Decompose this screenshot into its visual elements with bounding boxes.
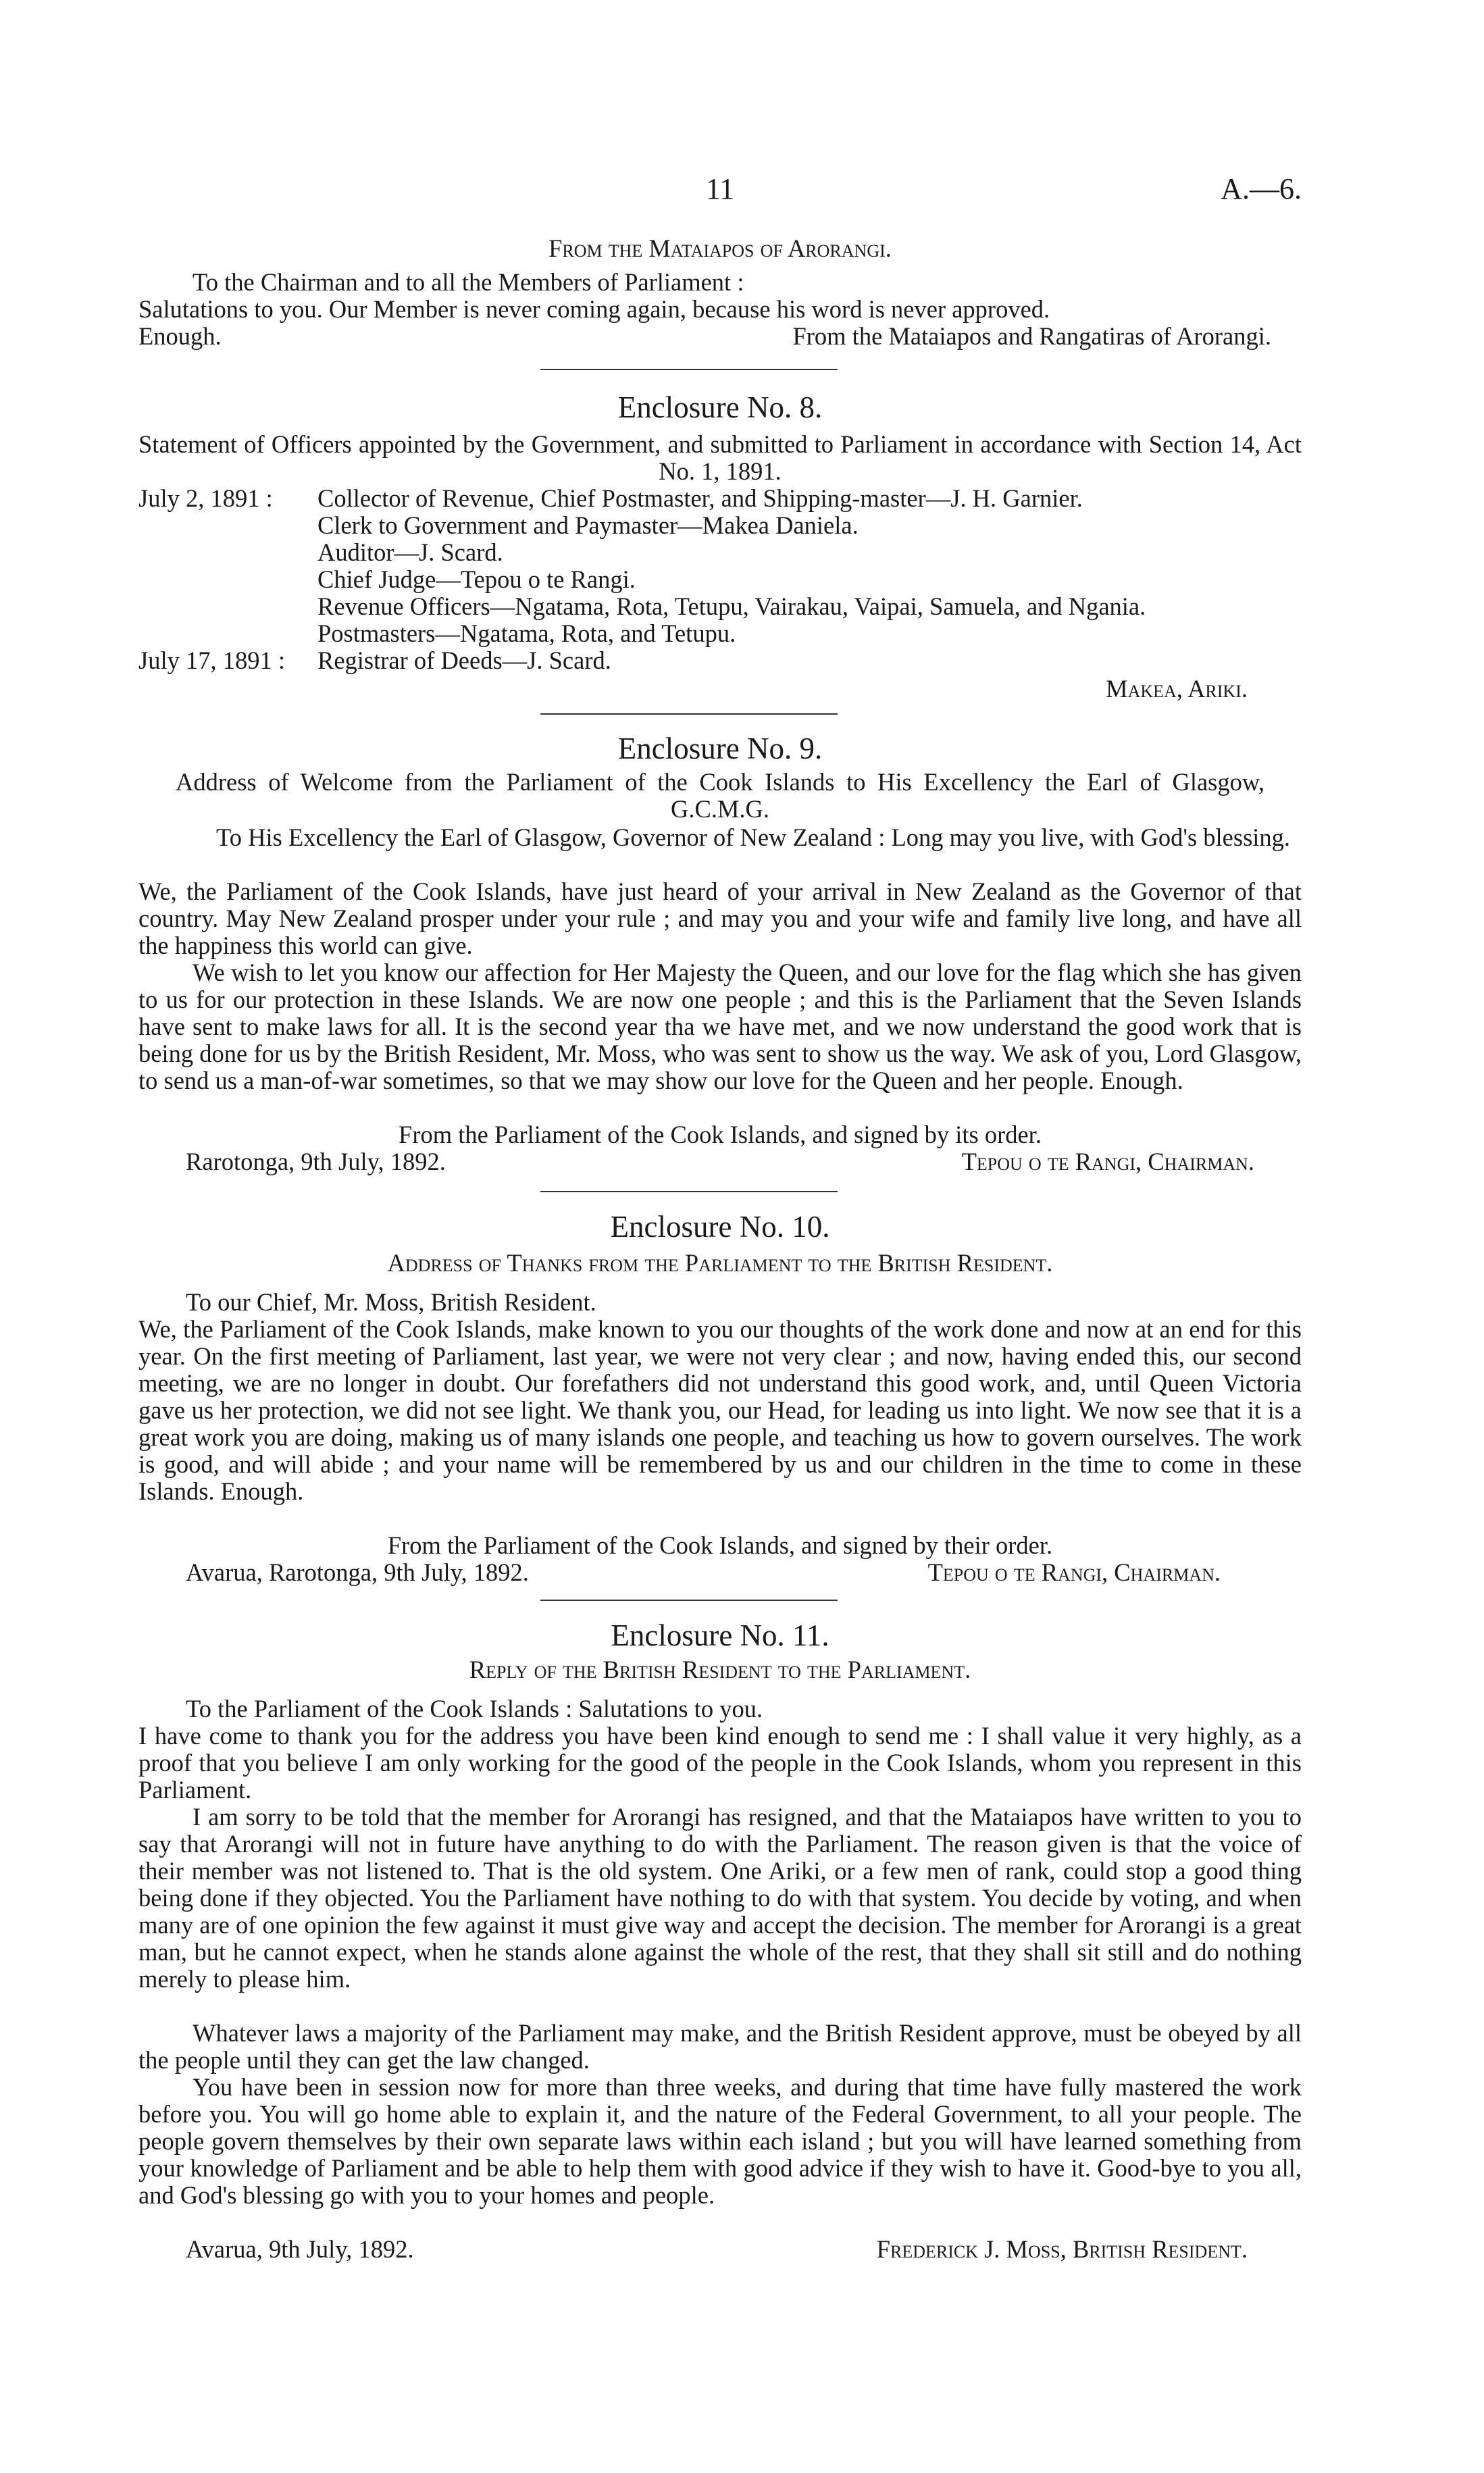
entry-text: Chief Judge—Tepou o te Rangi. (317, 565, 636, 593)
enclosure-10-signature-row (138, 1559, 1302, 1586)
enclosure-10-place-date: Avarua, Rarotonga, 9th July, 1892. (186, 1558, 529, 1586)
entry-text: Revenue Officers—Ngatama, Rota, Tetupu, Vairakau, Vaipai, Samuela, and Ngania. (317, 592, 1146, 620)
entry-date (138, 593, 317, 620)
entry-date (138, 566, 317, 593)
enclosure-11-paragraph-2: I am sorry to be told that the member for Arorangi has resigned, and that the Mataiapos have written to you to say that Arorangi will not in future have anything to do with the Parliament. The reason given is that the voice of their member was not listened to. That is the old system. One Ariki, or a few men of rank, could stop a good thing being done if they objected. You the Parliament have nothing to do with that system. You decide by voting, and when many are of one opinion the few against it must give way and accept the decision. The member for Arorangi is a great man, but he cannot expect, when he stands alone against the whole of the rest, that they shall sit still and do nothing merely to please him. (138, 1803, 1302, 1993)
enclosure-9-paragraph-1: We, the Parliament of the Cook Islands, have just heard of your arrival in New Zealand as the Governor of that country. May New Zealand prosper under your rule ; and may you and your wife and family live long, and have all the happiness this world can give. (138, 877, 1302, 959)
enclosure-11-paragraph-1: I have come to thank you for the address you have been kind enough to send me : I shall value it very highly, as a proof that you believe I am only working for the good of the people in the Cook Islands, whom you represent in this Parliament. (138, 1722, 1302, 1804)
officer-entry (138, 539, 1302, 566)
officer-entry (138, 620, 1302, 647)
mataiapos-signature: From the Mataiapos and Rangatiras of Arorangi. (792, 322, 1271, 350)
enclosure-8-heading: Enclosure No. 8. (617, 390, 823, 424)
enclosure-11-salutation: To the Parliament of the Cook Islands : Salutations to you. (186, 1695, 763, 1723)
officer-entry (138, 566, 1302, 593)
entry-text: Postmasters—Ngatama, Rota, and Tetupu. (317, 619, 736, 647)
divider-rule (540, 713, 838, 715)
enclosure-11-intro: Reply of the British Resident to the Parliament. (469, 1656, 971, 1683)
mataiapos-letter-title: From the Mataiapos of Arorangi. (548, 234, 892, 262)
entry-date (138, 512, 317, 539)
enclosure-9-intro: Address of Welcome from the Parliament of the Cook Islands to His Excellency the Earl of Glasgow, G.C.M.G. (176, 768, 1264, 823)
mataiapos-closing-row (138, 323, 1302, 350)
enclosure-11-signature-row (138, 2236, 1302, 2263)
page-number: 11 (705, 172, 735, 205)
enclosure-10-paragraph: We, the Parliament of the Cook Islands, make known to you our thoughts of the work done and now at an end for this year. On the first meeting of Parliament, last year, we were not very clear ; and now, having ended this, our second meeting, we are no longer in doubt. Our forefathers did not understand this good work, and, until Queen Victoria gave us her protection, we did not see light. We thank you, our Head, for leading us into light. We now see that it is a great work you are doing, making us of many islands one people, and teaching us how to govern ourselves. The work is good, and will abide ; and your name will be remembered by us and our children in the time to come in these Islands. Enough. (138, 1315, 1302, 1505)
enclosure-10-intro: Address of Thanks from the Parliament to the British Resident. (387, 1249, 1053, 1277)
enclosure-11-place-date: Avarua, 9th July, 1892. (186, 2235, 414, 2263)
enclosure-8-signature: Makea, Ariki. (1106, 675, 1248, 703)
officer-entry (138, 647, 1302, 674)
enclosure-9-heading: Enclosure No. 9. (617, 732, 823, 765)
document-reference: A.—6. (1221, 172, 1302, 205)
mataiapos-closing: Enough. (138, 322, 222, 350)
entry-date (138, 620, 317, 647)
enclosure-10-heading: Enclosure No. 10. (610, 1210, 830, 1244)
enclosure-10-salutation: To our Chief, Mr. Moss, British Resident. (186, 1288, 596, 1316)
document-page (138, 0, 1302, 2473)
enclosure-11-paragraph-3: Whatever laws a majority of the Parliament may make, and the British Resident approve, must be obeyed by all the people until they can get the law changed. (138, 2019, 1302, 2074)
entry-text: Auditor—J. Scard. (317, 538, 503, 566)
enclosure-8-intro: Statement of Officers appointed by the Government, and submitted to Parliament in accordance with Section 14, Act No. 1, 1891. (138, 430, 1302, 485)
officer-entry (138, 593, 1302, 620)
entry-date (138, 539, 317, 566)
officer-entry (138, 485, 1302, 512)
page-header (138, 169, 1302, 209)
enclosure-9-signature-row (138, 1148, 1302, 1175)
enclosure-10-signature: Tepou o te Rangi, Chairman. (927, 1558, 1221, 1586)
mataiapos-salutation: To the Chairman and to all the Members of Parliament : (193, 268, 744, 296)
enclosure-9-paragraph-2: We wish to let you know our affection for Her Majesty the Queen, and our love for the flag which she has given to us for our protection in these Islands. We are now one people ; and this is the Parliament that the Seven Islands have sent to make laws for all. It is the second year tha we have met, and we now understand the good work that is being done for us by the British Resident, Mr. Moss, who was sent to show us the way. We ask of you, Lord Glasgow, to send us a man-of-war sometimes, so that we may show our love for the Queen and her people. Enough. (138, 959, 1302, 1094)
enclosure-9-place-date: Rarotonga, 9th July, 1892. (186, 1148, 446, 1175)
enclosure-10-signed-line: From the Parliament of the Cook Islands, and signed by their order. (387, 1531, 1053, 1559)
entry-text: Collector of Revenue, Chief Postmaster, and Shipping-master—J. H. Garnier. (317, 484, 1083, 512)
divider-rule (540, 369, 838, 370)
enclosure-11-paragraph-4: You have been in session now for more than three weeks, and during that time have fully mastered the work before you. You will go home able to explain it, and the nature of the Federal Government, to all your people. The people govern themselves by their own separate laws within each island ; but you will have learned something from your knowledge of Parliament and be able to help them with good advice if they wish to have it. Good-bye to you all, and God's blessing go with you to your homes and people. (138, 2073, 1302, 2209)
enclosure-9-signature: Tepou o te Rangi, Chairman. (961, 1148, 1254, 1175)
officer-entry (138, 512, 1302, 539)
enclosure-9-signed-line: From the Parliament of the Cook Islands, and signed by its order. (399, 1121, 1042, 1148)
entry-text: Clerk to Government and Paymaster—Makea Daniela. (317, 511, 859, 539)
entry-text: Registrar of Deeds—J. Scard. (317, 646, 611, 674)
divider-rule (540, 1600, 838, 1601)
enclosure-11-heading: Enclosure No. 11. (611, 1618, 829, 1652)
enclosure-8-officer-list (138, 485, 1302, 674)
enclosure-9-salutation: To His Excellency the Earl of Glasgow, Governor of New Zealand : Long may you live, with God's blessing. (216, 823, 1291, 851)
mataiapos-body: Salutations to you. Our Member is never coming again, because his word is never approved. (138, 295, 1050, 323)
divider-rule (540, 1191, 838, 1192)
enclosure-11-signature: Frederick J. Moss, British Resident. (876, 2235, 1248, 2263)
entry-date: July 2, 1891 : (138, 484, 273, 512)
entry-date: July 17, 1891 : (138, 646, 285, 674)
